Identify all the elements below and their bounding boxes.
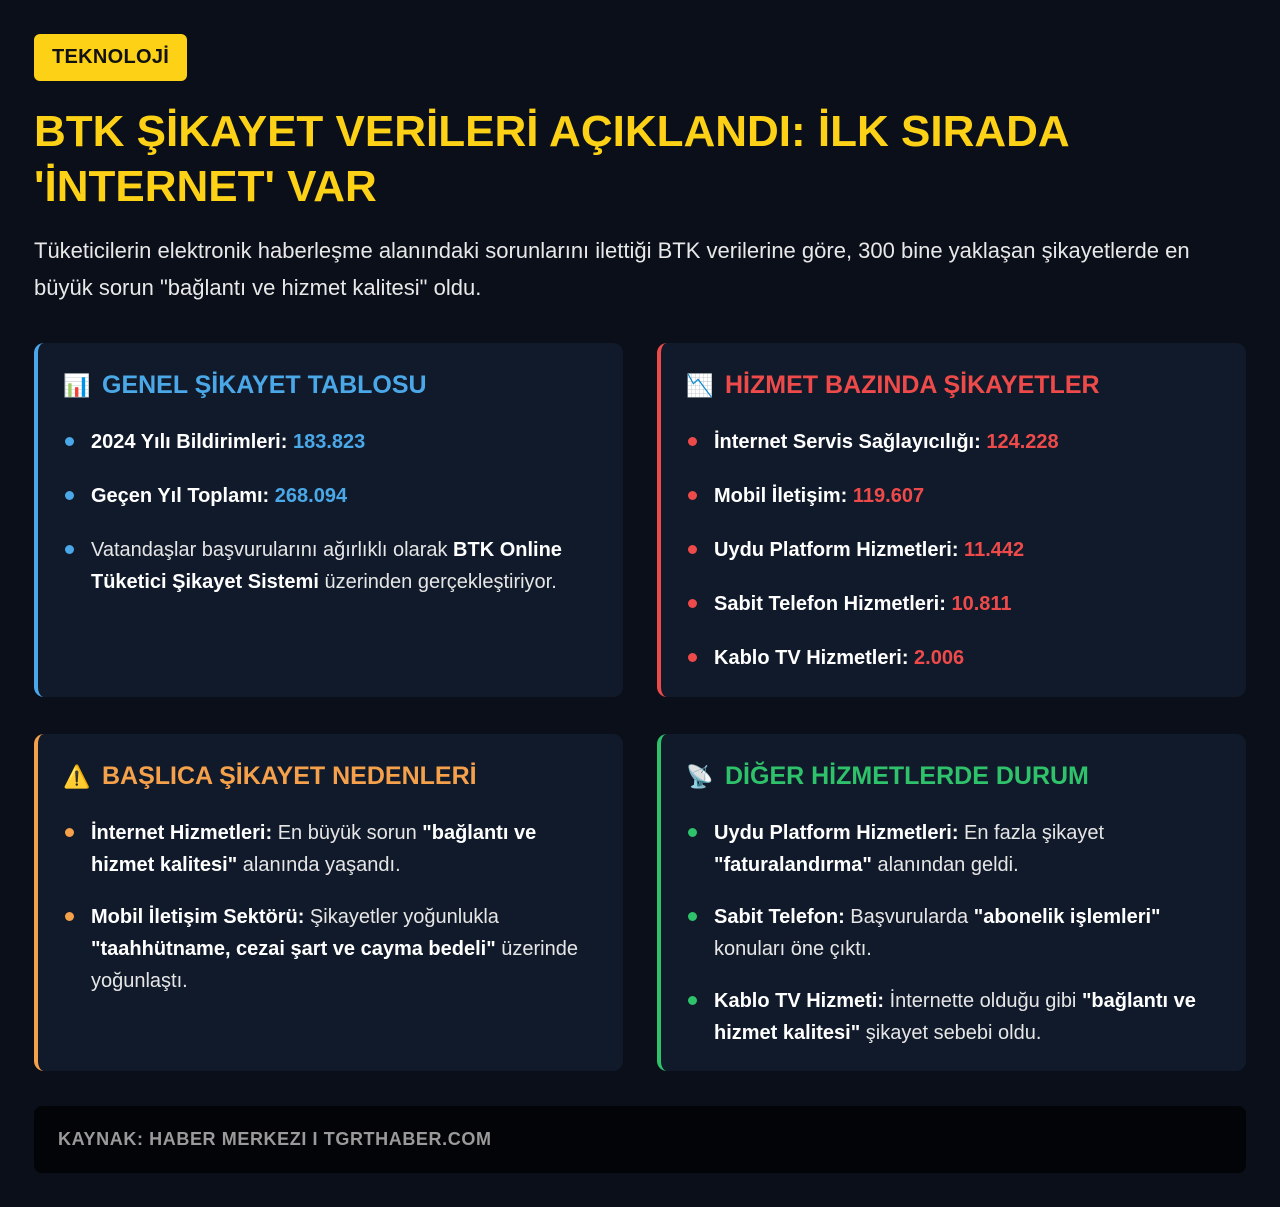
list-item: Uydu Platform Hizmetleri: En fazla şikayet "faturalandırma" alanından geldi.: [687, 817, 1220, 881]
card-title: 📡 DİĞER HİZMETLERDE DURUM: [686, 762, 1089, 790]
card-title: 📊 GENEL ŞİKAYET TABLOSU: [63, 371, 427, 399]
list-item: Sabit Telefon Hizmetleri: 10.811: [687, 588, 1220, 620]
service-complaints-card: [657, 343, 1246, 697]
list-item: İnternet Servis Sağlayıcılığı: 124.228: [687, 426, 1220, 458]
list-item: Kablo TV Hizmeti: İnternette olduğu gibi "bağlantı ve hizmet kalitesi" şikayet sebebi oldu.: [687, 985, 1220, 1049]
chart-decreasing-icon: 📉: [686, 372, 714, 398]
warning-icon: ⚠️: [63, 763, 91, 789]
list-item: Uydu Platform Hizmetleri: 11.442: [687, 534, 1220, 566]
list-item: Mobil İletişim Sektörü: Şikayetler yoğunlukla "taahhütname, cezai şart ve cayma bedeli" üzerinde yoğunlaştı.: [64, 901, 597, 997]
category-tag[interactable]: TEKNOLOJİ: [34, 34, 187, 81]
list-item: Mobil İletişim: 119.607: [687, 480, 1220, 512]
headline: BTK ŞİKAYET VERİLERİ AÇIKLANDI: İLK SIRADA 'İNTERNET' VAR: [34, 107, 1069, 211]
list-item: Kablo TV Hizmetleri: 2.006: [687, 642, 1220, 674]
list-item: Sabit Telefon: Başvurularda "abonelik işlemleri" konuları öne çıktı.: [687, 901, 1220, 965]
lead-paragraph: Tüketicilerin elektronik haberleşme alanındaki sorunlarını ilettiği BTK verilerine göre, 300 bine yaklaşan şikayetlerde en büyük sorun "bağlantı ve hizmet kalitesi" oldu.: [34, 238, 1190, 300]
list-item: Vatandaşlar başvurularını ağırlıklı olarak BTK Online Tüketici Şikayet Sistemi üzerinden gerçekleştiriyor.: [64, 534, 597, 598]
source-footer: KAYNAK: HABER MERKEZI I TGRTHABER.COM: [34, 1106, 1246, 1173]
list-item: İnternet Hizmetleri: En büyük sorun "bağlantı ve hizmet kalitesi" alanında yaşandı.: [64, 817, 597, 881]
card-title: ⚠️ BAŞLICA ŞİKAYET NEDENLERİ: [63, 762, 477, 790]
general-complaints-card: [34, 343, 623, 697]
satellite-dish-icon: 📡: [686, 763, 714, 789]
list-item: 2024 Yılı Bildirimleri: 183.823: [64, 426, 597, 458]
other-services-card: [657, 734, 1246, 1071]
list-item: Geçen Yıl Toplamı: 268.094: [64, 480, 597, 512]
main-reasons-card: [34, 734, 623, 1071]
card-title: 📉 HİZMET BAZINDA ŞİKAYETLER: [686, 371, 1100, 399]
bar-chart-icon: 📊: [63, 372, 91, 398]
